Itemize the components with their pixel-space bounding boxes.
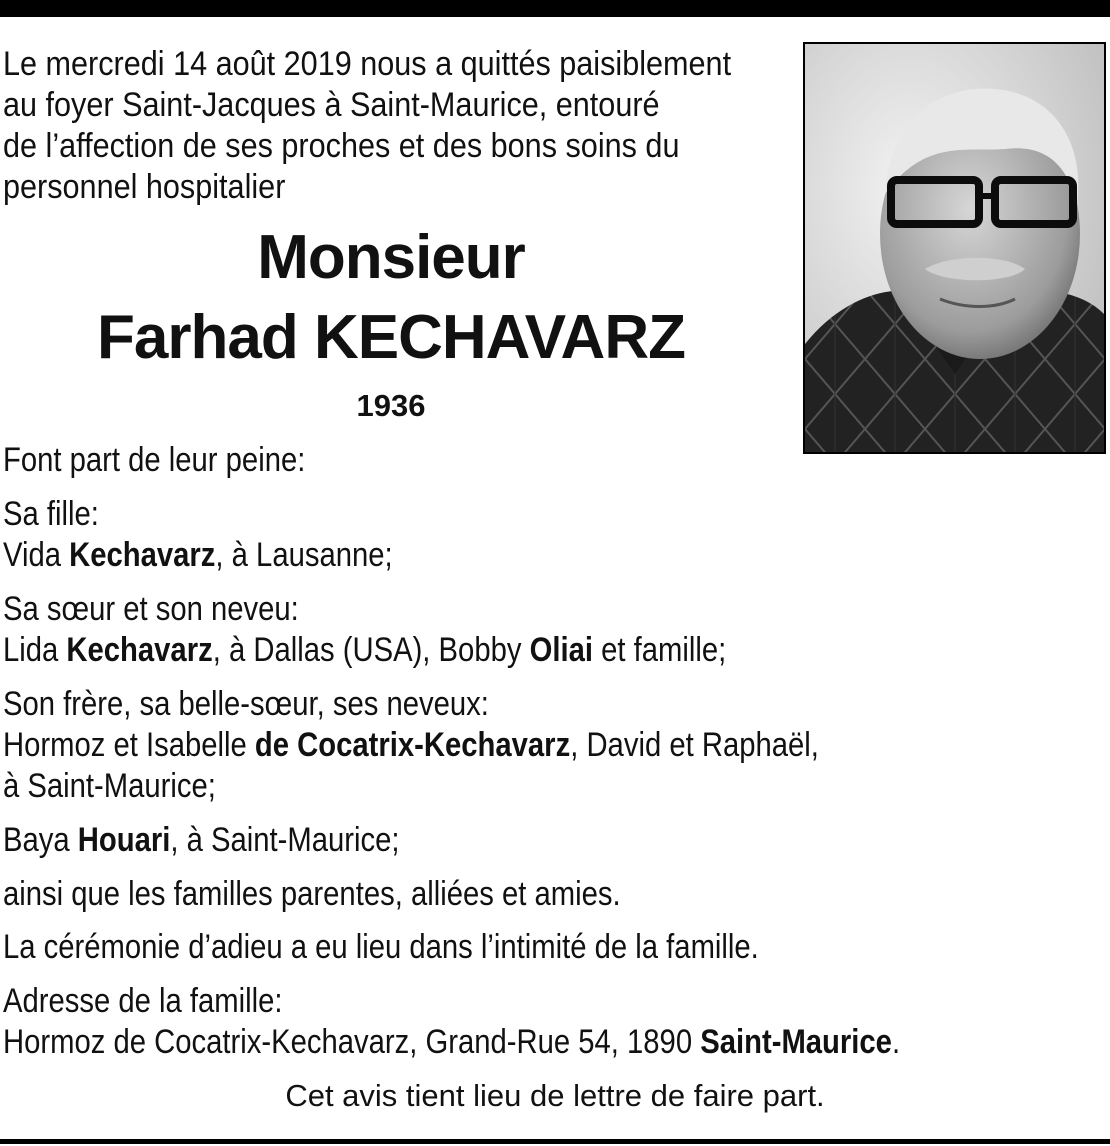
address-heading: Adresse de la famille:	[3, 982, 283, 1020]
baya-line	[3, 820, 400, 860]
intro-line: de l’affection de ses proches et des bons soins du	[3, 127, 680, 165]
intro-line: Le mercredi 14 août 2019 nous a quittés paisiblement	[3, 45, 732, 83]
sister-heading: Sa sœur et son neveu:	[3, 590, 299, 628]
intro-line: personnel hospitalier	[3, 168, 286, 206]
daughter-surname: Kechavarz	[69, 536, 216, 574]
portrait-photo	[803, 42, 1106, 454]
address-text: Hormoz de Cocatrix-Kechavarz, Grand-Rue 54, 1890	[3, 1023, 693, 1061]
families-line: ainsi que les familles parentes, alliées et amies.	[3, 875, 621, 913]
daughter-heading: Sa fille:	[3, 495, 99, 533]
brother-surname: de Cocatrix-Kechavarz	[254, 726, 571, 764]
sister-mid: , à Dallas (USA), Bobby	[212, 631, 522, 669]
baya-surname: Houari	[77, 821, 171, 859]
font-part-line: Font part de leur peine:	[3, 441, 306, 479]
portrait-image	[805, 44, 1104, 452]
birth-year: 1936	[356, 388, 426, 423]
address-line	[3, 1022, 900, 1062]
closing-line: Cet avis tient lieu de lettre de faire part.	[285, 1078, 825, 1113]
brother-heading: Son frère, sa belle-sœur, ses neveux:	[3, 685, 489, 723]
address-end: .	[891, 1023, 901, 1061]
sister-line	[3, 630, 726, 670]
intro-line: au foyer Saint-Jacques à Saint-Maurice, entouré	[3, 86, 660, 124]
address-city: Saint-Maurice	[700, 1023, 892, 1061]
top-rule	[0, 0, 1110, 17]
sister-end: et famille;	[601, 631, 727, 669]
baya-place: , à Saint-Maurice;	[170, 821, 400, 859]
daughter-line	[3, 535, 393, 575]
nephew-surname: Oliai	[529, 631, 593, 669]
sister-first: Lida	[3, 631, 59, 669]
daughter-first: Vida	[3, 536, 61, 574]
brother-first: Hormoz et Isabelle	[3, 726, 247, 764]
brother-place: à Saint-Maurice;	[3, 767, 216, 805]
ceremony-line: La cérémonie d’adieu a eu lieu dans l’intimité de la famille.	[3, 928, 759, 966]
intro-paragraph	[3, 44, 779, 208]
bottom-rule	[0, 1139, 1110, 1144]
brother-line	[3, 725, 819, 765]
baya-first: Baya	[3, 821, 70, 859]
deceased-name: Farhad KECHAVARZ	[97, 303, 685, 372]
brother-rest: , David et Raphaël,	[570, 726, 819, 764]
daughter-place: , à Lausanne;	[215, 536, 393, 574]
deceased-title: Monsieur	[257, 223, 525, 292]
sister-surname: Kechavarz	[66, 631, 213, 669]
